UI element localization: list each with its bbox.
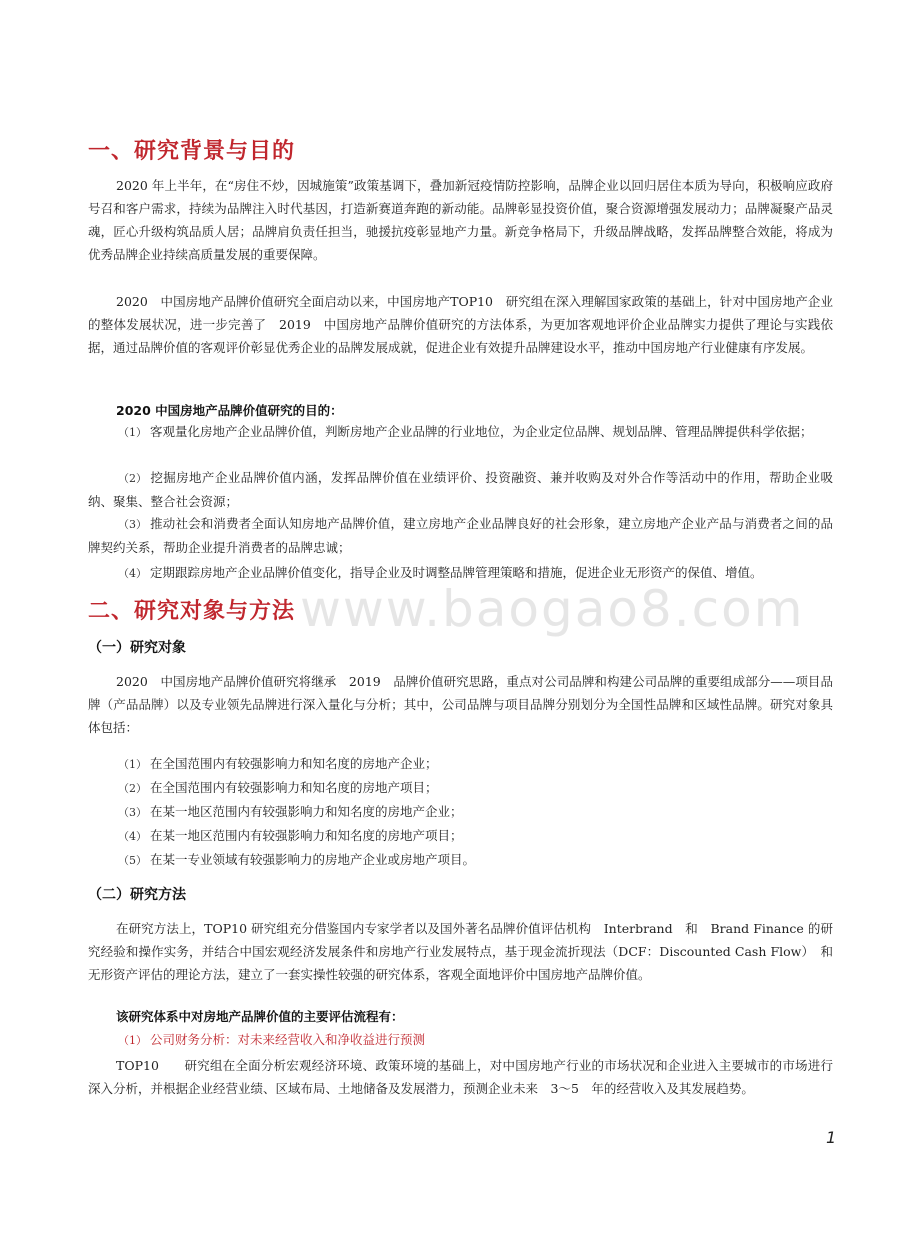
purpose-item-4: [88, 561, 833, 585]
watermark: www.baogao8.com: [300, 580, 805, 638]
purpose-heading: 2020 中国房地产品牌价值研究的目的：: [116, 403, 343, 418]
object-item-number: （5）: [118, 854, 147, 867]
purpose-item-number: （1）: [118, 426, 147, 439]
section-1-paragraph-1: 2020 年上半年，在“房住不炒，因城施策”政策基调下，叠加新冠疫情防控影响，品牌企业以回归居住本质为导向，积极响应政府号召和客户需求，持续为品牌注入时代基因，打造新赛道奔跑的新动能。品牌彰显投资价值，聚合资源增强发展动力；品牌凝聚产品灵魂，匠心升级构筑品质人居；品牌肩负责任担当，驰援抗疫彰显地产力量。新竞争格局下，升级品牌战略，发挥品牌整合效能，将成为优秀品牌企业持续高质量发展的重要保障。: [88, 178, 833, 262]
process-item-text: 公司财务分析：对未来经营收入和净收益进行预测: [150, 1032, 426, 1047]
process-paragraph: TOP10 研究组在全面分析宏观经济环境、政策环境的基础上，对中国房地产行业的市场状况和企业进入主要城市的市场进行深入分析，并根据企业经营业绩、区域布局、土地储备及发展潜力，预测企业未来 3～5 年的经营收入及其发展趋势。: [88, 1058, 833, 1096]
purpose-item-text: 定期跟踪房地产企业品牌价值变化，指导企业及时调整品牌管理策略和措施，促进企业无形资产的保值、增值。: [150, 565, 763, 580]
purpose-item-2: [88, 466, 833, 513]
object-item-number: （2）: [118, 782, 147, 795]
object-item-text: 在某一地区范围内有较强影响力和知名度的房地产企业；: [150, 804, 463, 819]
object-item-text: 在某一地区范围内有较强影响力和知名度的房地产项目；: [150, 828, 463, 843]
purpose-item-text: 客观量化房地产企业品牌价值，判断房地产企业品牌的行业地位，为企业定位品牌、规划品牌、管理品牌提供科学依据；: [150, 424, 813, 439]
page-number: 1: [826, 1128, 837, 1147]
object-item-1: [88, 752, 833, 776]
process-item-1: [88, 1028, 833, 1052]
object-item-4: [88, 824, 833, 848]
purpose-item-number: （2）: [118, 472, 147, 485]
research-methods-paragraph: 在研究方法上，TOP10 研究组充分借鉴国内专家学者以及国外著名品牌价值评估机构 Interbrand 和 Brand Finance 的研究经验和操作实务，并结合中国宏观经济发展条件和房地产行业发展特点，基于现金流折现法（DCF：Discounted Cash Flow） 和无形资产评估的理论方法，建立了一套实操性较强的研究体系，客观全面地评价中国房地产品牌价值。: [88, 921, 833, 982]
object-item-number: （3）: [118, 806, 147, 819]
subsection-research-methods-title: （二）研究方法: [88, 887, 186, 903]
object-item-text: 在全国范围内有较强影响力和知名度的房地产项目；: [150, 780, 438, 795]
purpose-item-3: [88, 512, 833, 559]
process-item-number: （1）: [118, 1034, 147, 1047]
section-2-title: 二、研究对象与方法: [88, 599, 296, 624]
section-1-paragraph-2: 2020 中国房地产品牌价值研究全面启动以来，中国房地产TOP10 研究组在深入理解国家政策的基础上，针对中国房地产企业的整体发展状况，进一步完善了 2019 中国房地产品牌价值研究的方法体系，为更加客观地评价企业品牌实力提供了理论与实践依据，通过品牌价值的客观评价彰显优秀企业的品牌发展成就，促进企业有效提升品牌建设水平，推动中国房地产行业健康有序发展。: [88, 294, 833, 355]
object-item-2: [88, 776, 833, 800]
object-item-text: 在全国范围内有较强影响力和知名度的房地产企业；: [150, 756, 438, 771]
purpose-item-number: （4）: [118, 567, 147, 580]
object-item-text: 在某一专业领域有较强影响力的房地产企业或房地产项目。: [150, 852, 476, 867]
process-heading: 该研究体系中对房地产品牌价值的主要评估流程有：: [116, 1009, 404, 1024]
subsection-research-objects-title: （一）研究对象: [88, 640, 186, 656]
research-objects-paragraph: 2020 中国房地产品牌价值研究将继承 2019 品牌价值研究思路，重点对公司品牌和构建公司品牌的重要组成部分——项目品牌（产品品牌）以及专业领先品牌进行深入量化与分析；其中，公司品牌与项目品牌分别划分为全国性品牌和区域性品牌。研究对象具体包括：: [88, 674, 833, 735]
object-item-number: （4）: [118, 830, 147, 843]
purpose-item-number: （3）: [118, 518, 147, 531]
purpose-item-text: 推动社会和消费者全面认知房地产品牌价值，建立房地产企业品牌良好的社会形象，建立房地产企业产品与消费者之间的品牌契约关系，帮助企业提升消费者的品牌忠诚；: [88, 516, 833, 555]
object-item-number: （1）: [118, 758, 147, 771]
purpose-item-text: 挖掘房地产企业品牌价值内涵，发挥品牌价值在业绩评价、投资融资、兼并收购及对外合作等活动中的作用，帮助企业吸纳、聚集、整合社会资源；: [88, 470, 833, 509]
object-item-3: [88, 800, 833, 824]
purpose-item-1: [88, 420, 833, 444]
section-1-title: 一、研究背景与目的: [88, 139, 296, 164]
object-item-5: [88, 848, 833, 872]
